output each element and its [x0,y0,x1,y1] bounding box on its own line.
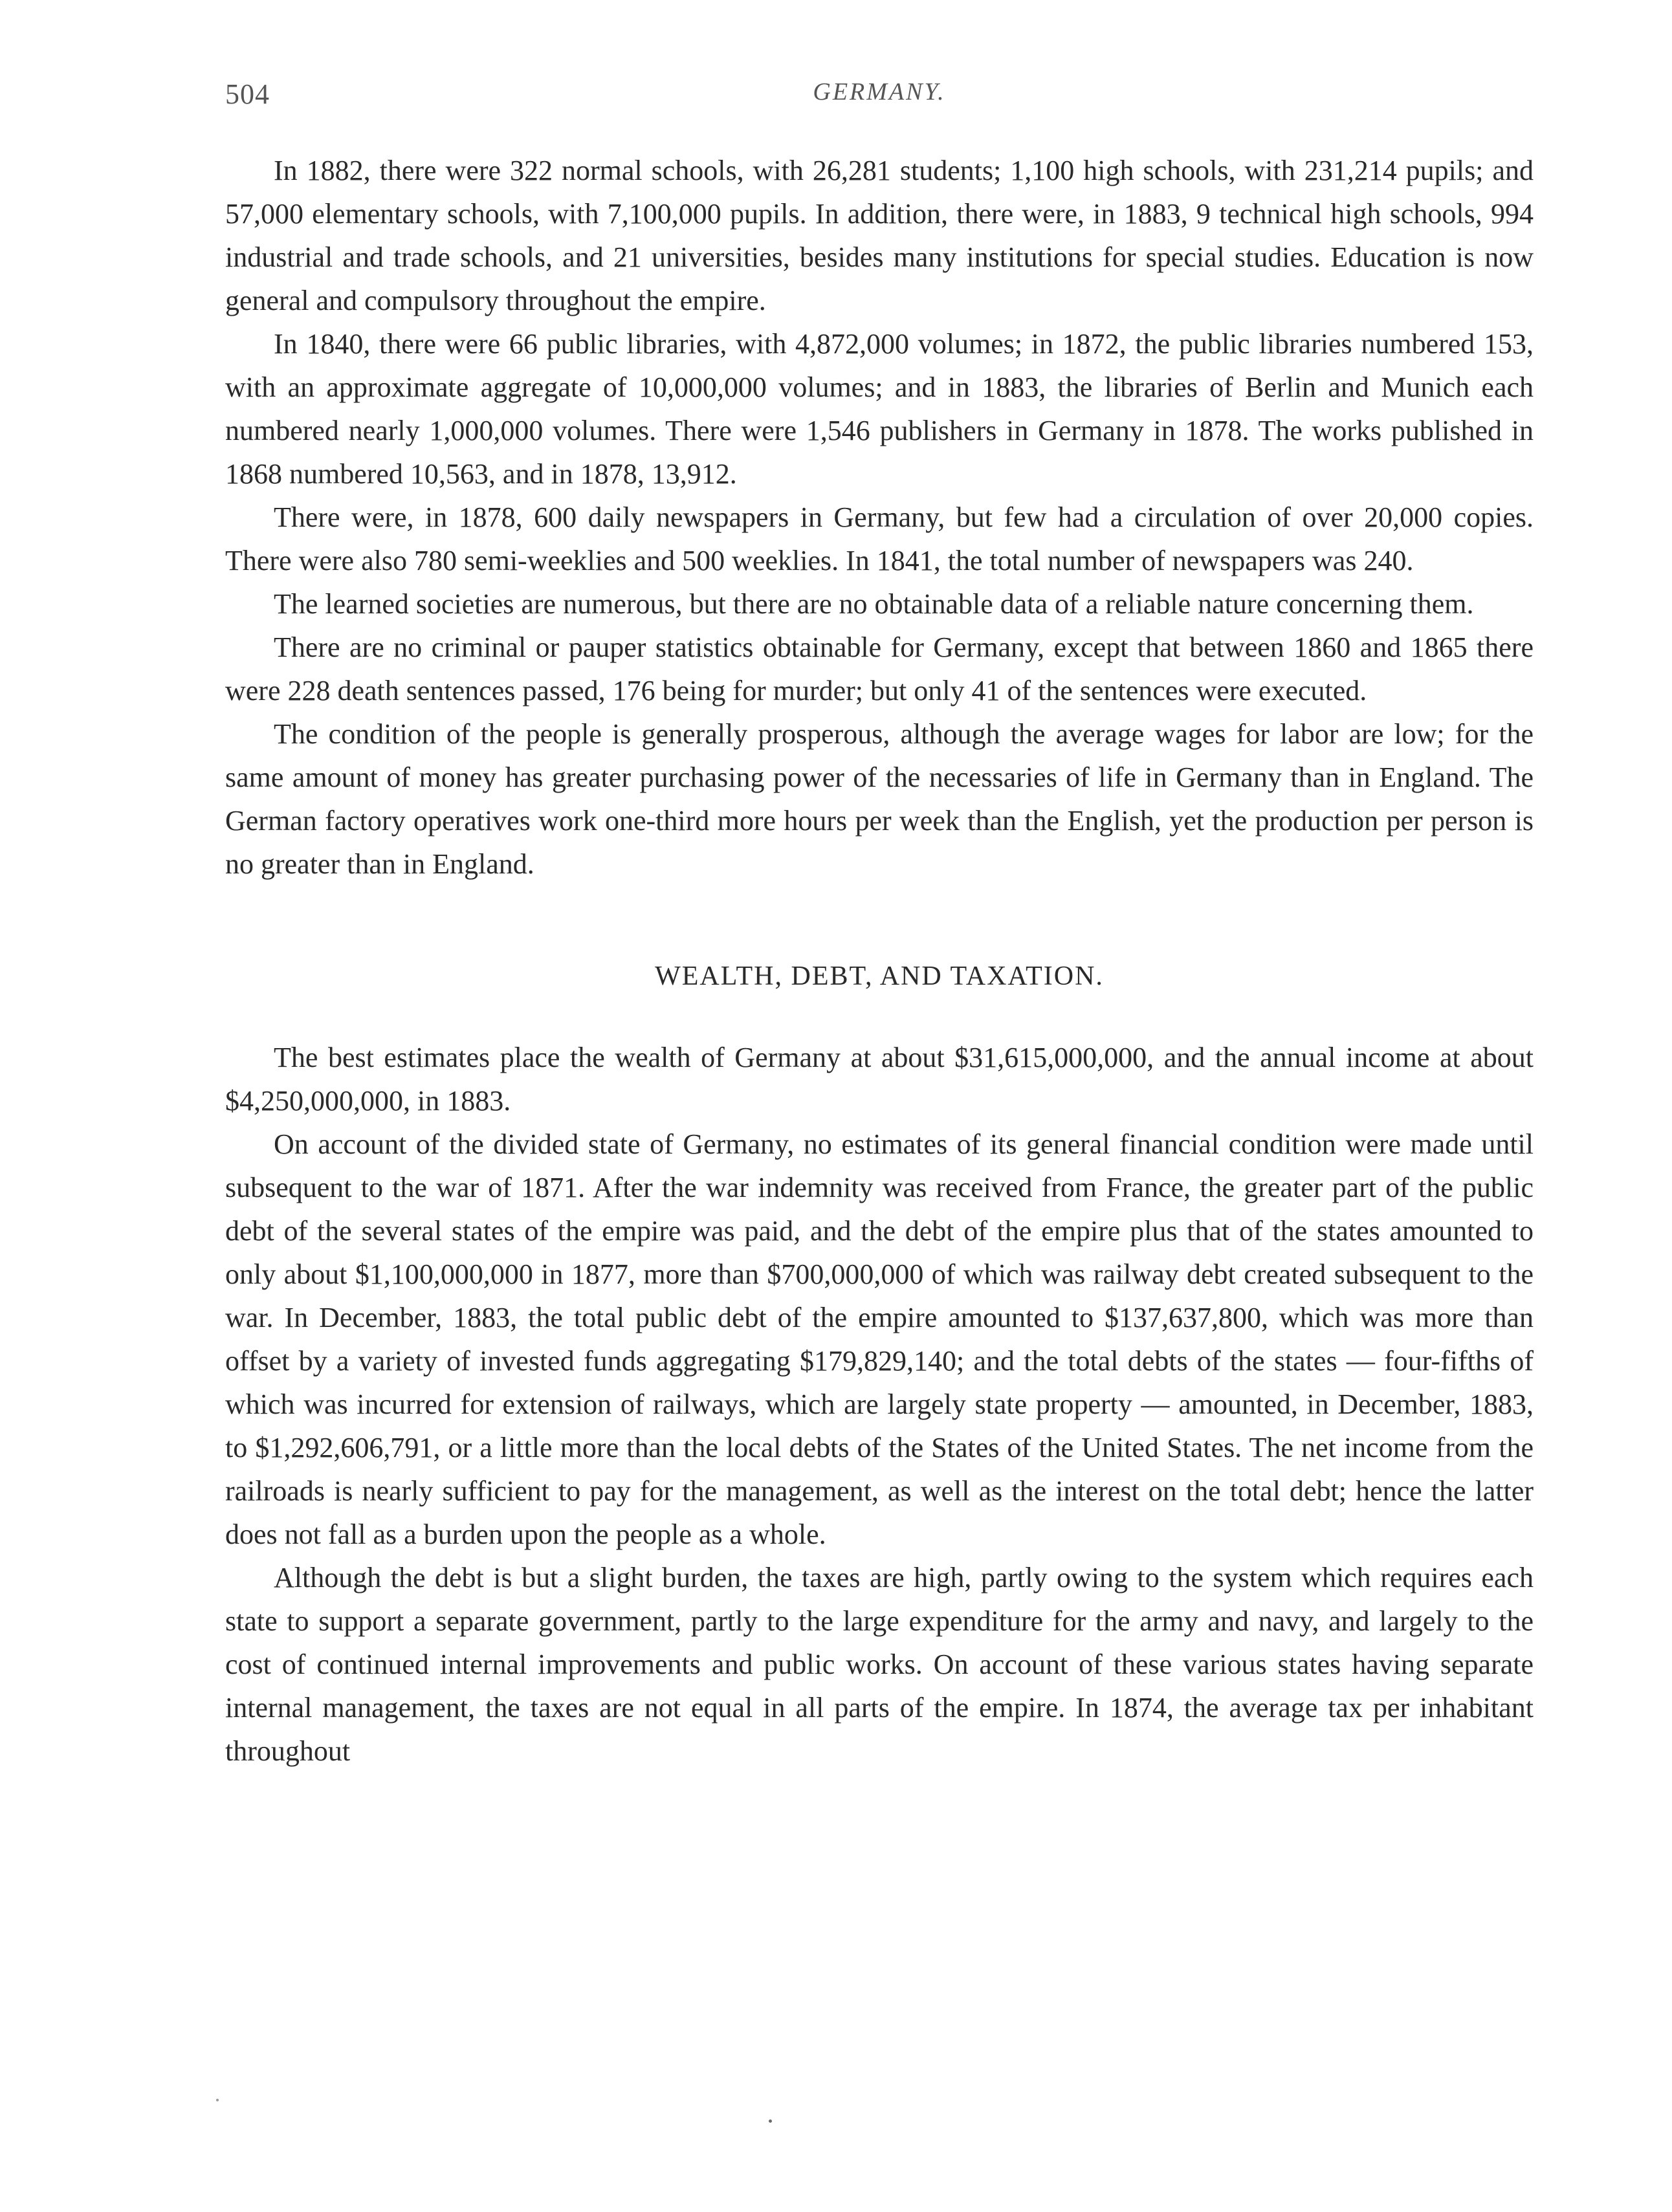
book-page [225,71,1534,1773]
paragraph-libraries: In 1840, there were 66 public libraries, with 4,872,000 volumes; in 1872, the public libraries numbered 153, with an approximate aggregate of 10,000,000 volumes; and in 1883, the libraries of Berlin and Munich each numbered nearly 1,000,000 volumes. There were 1,546 publishers in Germany in 1878. The works published in 1868 numbered 10,563, and in 1878, 13,912. [225,328,1534,490]
paragraph-condition-of-people: The condition of the people is generally prosperous, although the average wages for labor are low; for the same amount of money has greater purchasing power of the necessaries of life in Germany than in England. The German factory operatives work one-third more hours per week than the English, yet the production per person is no greater than in England. [225,718,1534,880]
print-speck [769,2119,772,2123]
running-head [225,71,1534,116]
body-text [225,149,1534,1773]
paragraph-public-debt: On account of the divided state of Germany, no estimates of its general financial condition were made until subsequent to the war of 1871. After the war indemnity was received from France, the greater part of the public debt of the several states of the empire was paid, and the debt of the empire plus that of the states amounted to only about $1,100,000,000 in 1877, more than $700,000,000 of which was railway debt created subsequent to the war. In December, 1883, the total public debt of the empire amounted to $137,637,800, which was more than offset by a variety of invested funds aggregating $179,829,140; and the total debts of the states — four-fifths of which was incurred for extension of railways, which are largely state property — amounted, in December, 1883, to $1,292,606,791, or a little more than the local debts of the States of the United States. The net income from the railroads is nearly sufficient to pay for the management, as well as the interest on the total debt; hence the latter does not fall as a burden upon the people as a whole. [225,1128,1534,1550]
paragraph-learned-societies: The learned societies are numerous, but there are no obtainable data of a reliable nature concerning them. [274,588,1474,620]
section-heading: WEALTH, DEBT, AND TAXATION. [655,961,1104,991]
paragraph-education: In 1882, there were 322 normal schools, with 26,281 students; 1,100 high schools, with 231,214 pupils; and 57,000 elementary schools, with 7,100,000 pupils. In addition, there were, in 1883, 9 technical high schools, 994 industrial and trade schools, and 21 universities, besides many institutions for special studies. Education is now general and compulsory throughout the empire. [225,155,1534,316]
paragraph-newspapers: There were, in 1878, 600 daily newspapers in Germany, but few had a circulation of over 20,000 copies. There were also 780 semi-weeklies and 500 weeklies. In 1841, the total number of newspapers was 240. [225,501,1534,576]
paragraph-taxes: Although the debt is but a slight burden, the taxes are high, partly owing to the system which requires each state to support a separate government, partly to the large expenditure for the army and navy, and largely to the cost of continued internal improvements and public works. On account of these various states having separate internal management, the taxes are not equal in all parts of the empire. In 1874, the average tax per inhabitant throughout [225,1562,1534,1767]
running-title: GERMANY. [813,78,946,105]
print-speck [216,2099,219,2101]
paragraph-wealth: The best estimates place the wealth of Germany at about $31,615,000,000, and the annual income at about $4,250,000,000, in 1883. [225,1042,1534,1117]
page-number: 504 [225,78,270,110]
paragraph-criminal-statistics: There are no criminal or pauper statistics obtainable for Germany, except that between 1860 and 1865 there were 228 death sentences passed, 176 being for murder; but only 41 of the sentences were executed. [225,631,1534,706]
